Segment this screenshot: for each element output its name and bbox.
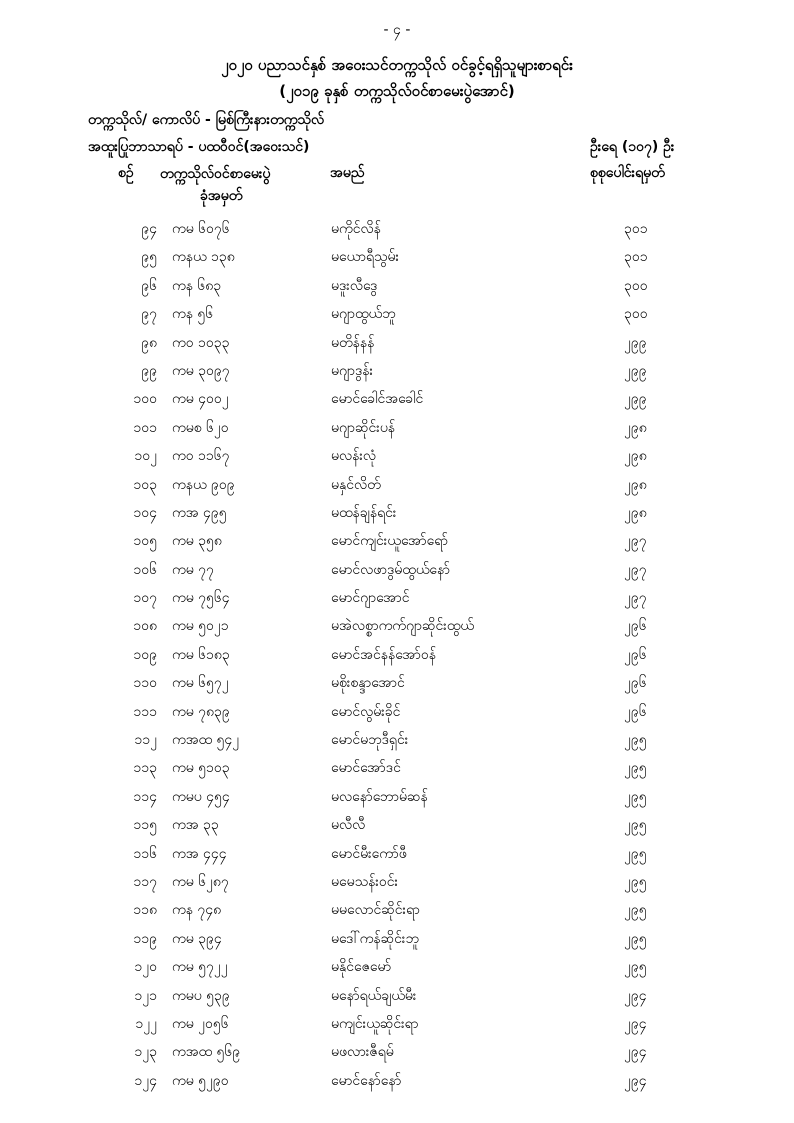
cell-serial-no: ၁၀၄ <box>133 504 157 521</box>
table-row <box>0 758 794 786</box>
cell-name: မအဲလစ္စာကက်ဂျာဆိုင်းထွယ် <box>331 618 474 635</box>
cell-name: မောင်ဂျာအောင် <box>331 590 410 607</box>
cell-total-marks: ၂၉၄ <box>624 1044 647 1061</box>
cell-name: မဒေါ်ကန်ဆိုင်းဘူ <box>331 930 419 947</box>
document-title: ၂၀၂၀ ပညာသင်နှစ် အဝေးသင်တက္ကသိုလ် ဝင်ခွင့်ရရှိသူများစာရင်း <box>221 56 573 74</box>
cell-name: မောင်မီးကော်ဖီ <box>331 845 407 862</box>
cell-total-marks: ၂၉၆ <box>624 675 647 692</box>
table-row <box>0 1042 794 1070</box>
department-line: အထူးပြုဘာသာရပ် - ပထဝီဝင်(အဝေးသင်) <box>88 139 310 155</box>
cell-name: မထန်ချန်ရင်း <box>331 504 397 521</box>
cell-total-marks: ၂၉၅ <box>624 788 647 805</box>
cell-name: မကိုင်လိန် <box>331 221 381 237</box>
cell-serial-no: ၁၀၈ <box>133 618 157 635</box>
cell-roll-number: ကအထ ၅၆၉ <box>172 1044 241 1061</box>
cell-total-marks: ၂၉၉ <box>624 334 647 351</box>
cell-name: မဂျာထွယ်ဘူ <box>331 306 396 323</box>
cell-name: မလီလီ <box>331 817 366 834</box>
cell-total-marks: ၂၉၆ <box>624 618 647 635</box>
cell-name: မစိုးစန္ဒာအောင် <box>331 675 405 692</box>
cell-serial-no: ၁၀၉ <box>133 646 157 663</box>
cell-serial-no: ၉၄ <box>141 221 157 237</box>
cell-serial-no: ၁၀၅ <box>133 533 157 550</box>
cell-serial-no: ၁၁၈ <box>133 902 157 919</box>
cell-total-marks: ၂၉၇ <box>624 590 647 607</box>
cell-total-marks: ၂၉၉ <box>624 362 647 379</box>
table-row <box>0 389 794 417</box>
cell-name: မမလောင်ဆိုင်းရာ <box>331 902 420 919</box>
cell-roll-number: ကန ၆၈၃ <box>172 277 222 294</box>
cell-total-marks: ၂၉၆ <box>624 646 647 663</box>
cell-name: မဂျာဒွန်း <box>331 362 374 379</box>
cell-total-marks: ၂၉၅ <box>624 930 647 947</box>
cell-name: မောင်အော်ဒင် <box>331 760 401 777</box>
table-row <box>0 673 794 701</box>
table-row <box>0 531 794 559</box>
cell-total-marks: ၂၉၄ <box>624 987 647 1004</box>
cell-name: မတိန်နန် <box>331 334 375 351</box>
cell-serial-no: ၁၀၀ <box>133 391 157 408</box>
cell-serial-no: ၁၀၃ <box>133 476 157 493</box>
table-row <box>0 702 794 730</box>
header-name: အမည် <box>330 165 365 181</box>
cell-roll-number: ကနယ ၁၃၈ <box>172 249 235 266</box>
cell-roll-number: ကမ ၃၀၉၇ <box>172 362 230 379</box>
cell-roll-number: ကမ ၃၅၈ <box>172 533 222 550</box>
table-row <box>0 247 794 275</box>
cell-roll-number: ကမပ ၄၅၄ <box>172 788 230 805</box>
cell-total-marks: ၂၉၅ <box>624 902 647 919</box>
table-row <box>0 418 794 446</box>
cell-total-marks: ၂၉၇ <box>624 533 647 550</box>
table-row <box>0 929 794 957</box>
cell-roll-number: ကမ ၅၇၂၂ <box>172 959 228 976</box>
header-total-marks: စုစုပေါင်းရမှတ် <box>590 165 665 181</box>
table-row <box>0 503 794 531</box>
cell-roll-number: ကန ၇၄၈ <box>172 902 222 919</box>
cell-total-marks: ၂၉၈ <box>624 448 647 465</box>
table-row <box>0 475 794 503</box>
cell-total-marks: ၃၀၁ <box>624 249 648 266</box>
header-serial-no: စဉ် <box>118 165 134 181</box>
cell-total-marks: ၂၉၈ <box>624 504 647 521</box>
cell-name: မလနော်ဘောမ်ဆန် <box>331 788 428 805</box>
cell-roll-number: ကမ ၆၀၇၆ <box>172 221 230 237</box>
cell-serial-no: ၁၁၇ <box>133 873 157 890</box>
cell-total-marks: ၂၉၅ <box>624 845 647 862</box>
cell-total-marks: ၂၉၈ <box>624 476 647 493</box>
cell-total-marks: ၃၀၀ <box>624 277 648 294</box>
cell-name: မဖလားဇီရမ် <box>331 1044 394 1061</box>
cell-serial-no: ၉၇ <box>141 306 157 323</box>
cell-roll-number: ကဝ ၁၁၆၇ <box>172 448 230 465</box>
cell-total-marks: ၂၉၆ <box>624 703 647 720</box>
cell-serial-no: ၉၈ <box>141 334 157 351</box>
table-row <box>0 844 794 872</box>
cell-serial-no: ၁၁၉ <box>133 930 157 947</box>
cell-name: မနိုင်ဇေမော် <box>331 959 392 976</box>
table-row <box>0 446 794 474</box>
cell-total-marks: ၂၉၄ <box>624 1072 647 1089</box>
cell-name: မမေသန်းဝင်း <box>331 873 399 890</box>
total-count: ဦးရေ (၁၀၇) ဦး <box>590 139 675 155</box>
table-row <box>0 900 794 928</box>
cell-name: မလန်းလုံ <box>331 448 377 465</box>
results-list <box>0 219 794 1099</box>
cell-name: မောင်မဘုဒီရှင်း <box>331 732 409 749</box>
table-row <box>0 588 794 616</box>
cell-roll-number: ကမ ၅၂၉၀ <box>172 1072 229 1089</box>
cell-total-marks: ၂၉၄ <box>624 1015 647 1032</box>
cell-total-marks: ၂၉၇ <box>624 561 647 578</box>
table-row <box>0 333 794 361</box>
document-subtitle: (၂၀၁၉ ခုနှစ် တက္ကသိုလ်ဝင်စာမေးပွဲအောင်) <box>279 82 515 100</box>
cell-name: မောင်နော်နော် <box>331 1072 402 1089</box>
cell-roll-number: ကမ ၇၅၆၄ <box>172 590 230 607</box>
cell-serial-no: ၁၁၁ <box>133 703 157 720</box>
table-row <box>0 361 794 389</box>
table-row <box>0 730 794 758</box>
table-row <box>0 986 794 1014</box>
university-line: တက္ကသိုလ်/ ကောလိပ် - မြစ်ကြီးနားတက္ကသိုလ် <box>88 112 325 128</box>
cell-roll-number: ကမ ၂၀၅၆ <box>172 1015 229 1032</box>
cell-serial-no: ၁၂၂ <box>135 1015 157 1032</box>
cell-roll-number: ကမ ၅၀၂၁ <box>172 618 229 635</box>
header-roll-line2: ခုံအမှတ် <box>200 188 243 204</box>
cell-name: မကျင်းယူဆိုင်းရာ <box>331 1015 419 1032</box>
table-row <box>0 616 794 644</box>
table-row <box>0 872 794 900</box>
cell-roll-number: ကမ ၇၇ <box>172 561 214 578</box>
table-row <box>0 957 794 985</box>
cell-roll-number: ကမ ၆၁၈၃ <box>172 646 230 663</box>
cell-name: မယောရီသွမ်း <box>331 249 400 266</box>
cell-name: မနော်ရယ်ချယ်မီး <box>331 987 417 1004</box>
cell-roll-number: ကမ ၆၂၈၇ <box>172 873 229 890</box>
table-row <box>0 787 794 815</box>
cell-total-marks: ၂၉၅ <box>624 817 647 834</box>
cell-serial-no: ၁၂၃ <box>134 1044 157 1061</box>
table-row <box>0 560 794 588</box>
cell-name: မောင်ခေါင်အခေါင် <box>331 391 424 408</box>
cell-total-marks: ၃၀၁ <box>624 221 648 237</box>
cell-serial-no: ၁၁၃ <box>133 760 157 777</box>
cell-total-marks: ၂၉၅ <box>624 873 647 890</box>
table-row <box>0 219 794 247</box>
cell-roll-number: ကမ ၅၁၀၃ <box>172 760 230 777</box>
cell-roll-number: ကမ ၃၉၄ <box>172 930 222 947</box>
cell-name: မောင်လဖာဒွမ်ထွယ်နော် <box>331 561 451 578</box>
cell-serial-no: ၁၀၆ <box>133 561 157 578</box>
cell-roll-number: ကမ ၆၅၇၂ <box>172 675 229 692</box>
cell-total-marks: ၂၉၅ <box>624 959 647 976</box>
cell-serial-no: ၁၂၄ <box>134 1072 157 1089</box>
table-row <box>0 645 794 673</box>
cell-name: မဂျာဆိုင်းပန် <box>331 419 396 436</box>
cell-roll-number: ကန ၅၆ <box>172 306 214 323</box>
table-row <box>0 1014 794 1042</box>
cell-name: မဒူးလီဒွေ <box>331 277 378 294</box>
cell-roll-number: ကနယ ၉၀၉ <box>172 476 235 493</box>
cell-name: မောင်ကျင်းယူအော်ရော် <box>331 533 449 550</box>
cell-serial-no: ၉၉ <box>141 362 157 379</box>
cell-name: မောင်လွမ်းခိုင် <box>331 703 401 720</box>
cell-total-marks: ၂၉၅ <box>624 760 647 777</box>
table-row <box>0 815 794 843</box>
cell-roll-number: ကမ ၇၈၃၉ <box>172 703 230 720</box>
cell-name: မောင်အင်နန်အော်ဝန် <box>331 646 436 663</box>
table-row <box>0 1071 794 1099</box>
table-row <box>0 304 794 332</box>
cell-serial-no: ၁၂၁ <box>134 987 157 1004</box>
cell-serial-no: ၁၀၇ <box>133 590 157 607</box>
cell-serial-no: ၁၁၄ <box>133 788 157 805</box>
cell-serial-no: ၁၁၂ <box>134 732 157 749</box>
cell-serial-no: ၁၁၅ <box>133 817 157 834</box>
cell-total-marks: ၃၀၀ <box>624 306 648 323</box>
cell-serial-no: ၁၁၀ <box>133 675 157 692</box>
header-roll-line1: တက္ကသိုလ်ဝင်စာမေးပွဲ <box>160 166 271 182</box>
cell-serial-no: ၉၆ <box>141 277 157 294</box>
cell-serial-no: ၁၀၁ <box>133 419 157 436</box>
cell-total-marks: ၂၉၈ <box>624 419 647 436</box>
cell-serial-no: ၁၂၀ <box>134 959 157 976</box>
cell-roll-number: ကမစ ၆၂၀ <box>172 419 229 436</box>
cell-serial-no: ၉၅ <box>141 249 157 266</box>
cell-name: မနှင်လိတ် <box>331 476 381 493</box>
cell-total-marks: ၂၉၅ <box>624 732 647 749</box>
cell-roll-number: ကမ ၄၀၀၂ <box>172 391 229 408</box>
cell-roll-number: ကမပ ၅၃၉ <box>172 987 230 1004</box>
page-number: - ၄ - <box>383 22 411 38</box>
cell-total-marks: ၂၉၉ <box>624 391 647 408</box>
table-row <box>0 276 794 304</box>
cell-roll-number: ကဝ ၁၀၃၃ <box>172 334 230 351</box>
cell-serial-no: ၁၀၂ <box>134 448 157 465</box>
cell-roll-number: ကအ ၃၃ <box>172 817 219 834</box>
cell-roll-number: ကအ ၄၄၄ <box>172 845 227 862</box>
cell-roll-number: ကအ ၄၉၅ <box>172 504 227 521</box>
cell-roll-number: ကအထ ၅၄၂ <box>172 732 240 749</box>
header-roll-number <box>160 163 270 207</box>
cell-serial-no: ၁၁၆ <box>133 845 157 862</box>
